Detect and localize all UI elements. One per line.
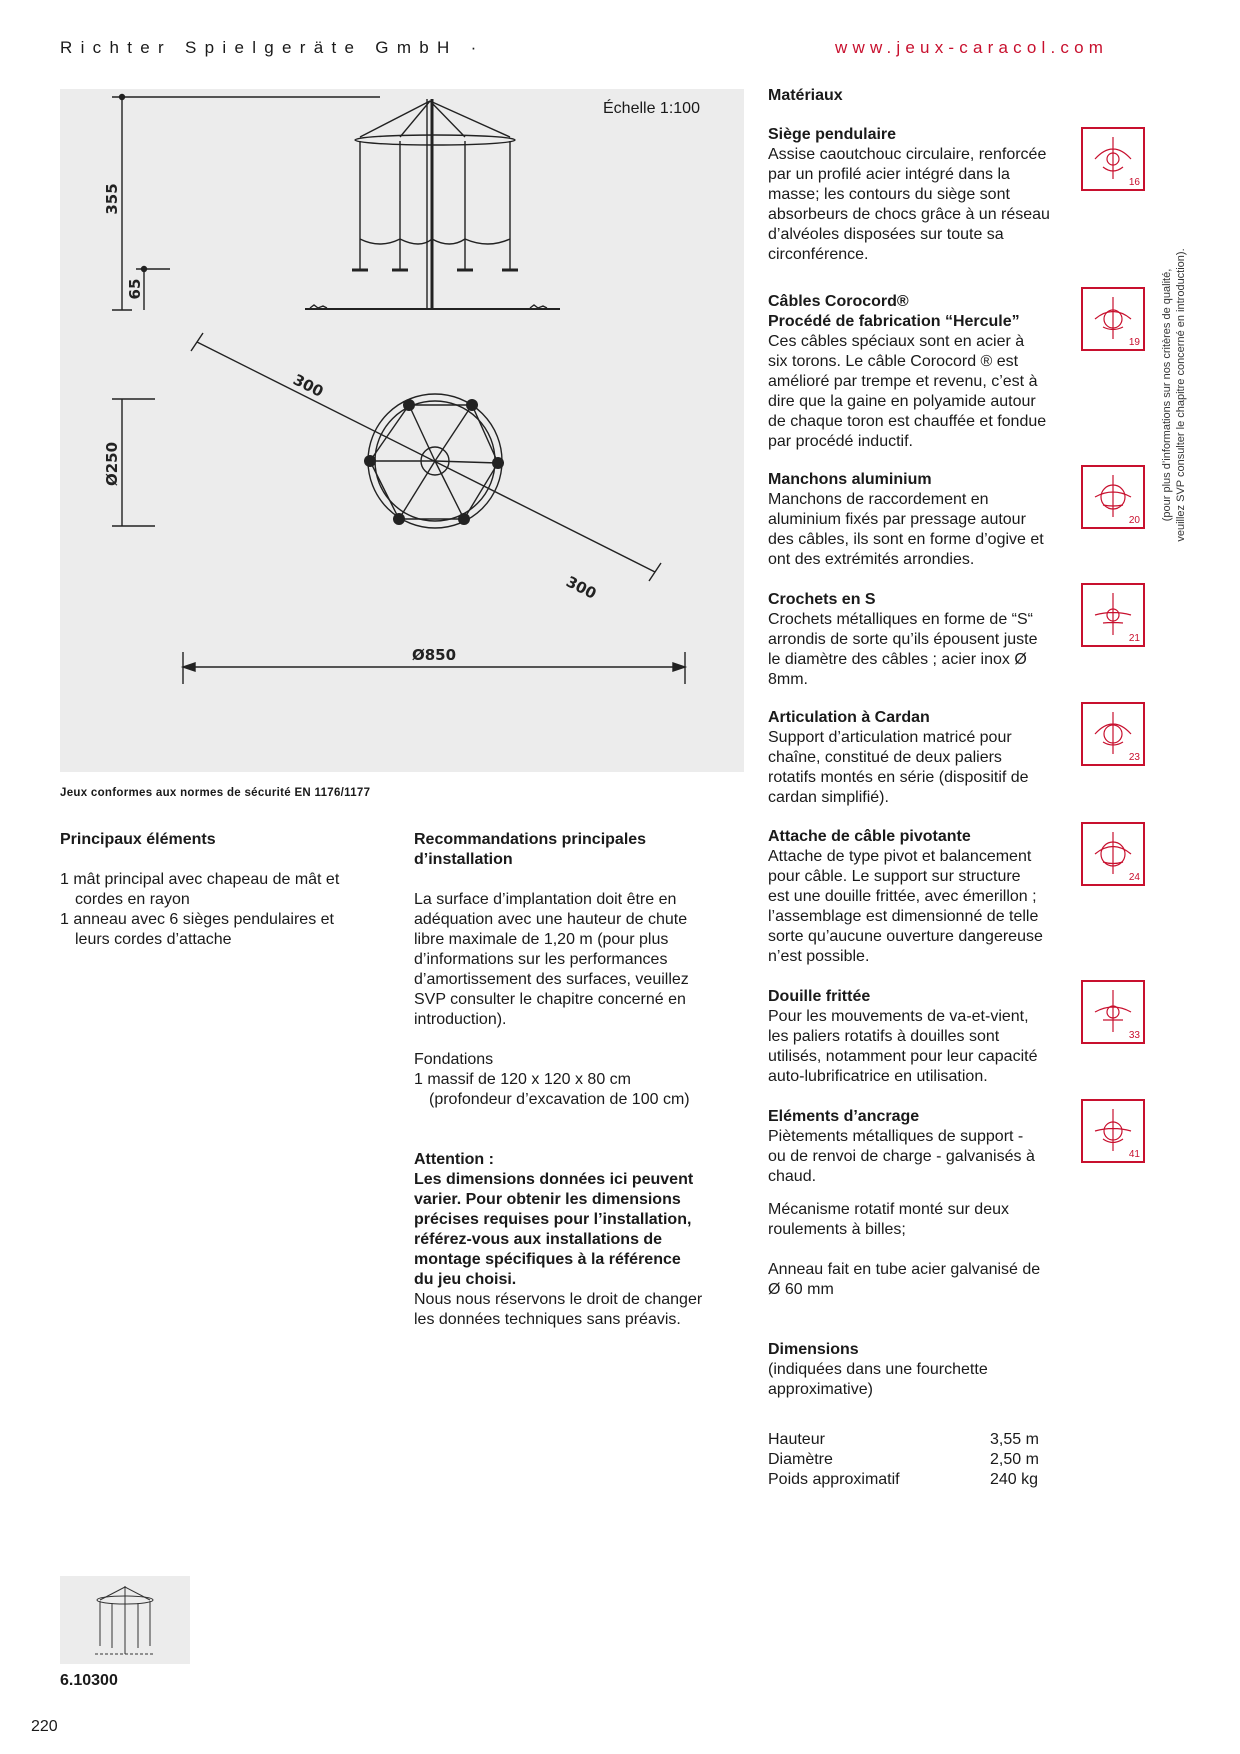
principal-elements-list bbox=[60, 870, 380, 950]
text-line: Fondations bbox=[414, 1051, 494, 1068]
row-value: 2,50 m bbox=[990, 1451, 1039, 1468]
text-line: d’informations sur les performances bbox=[414, 951, 668, 968]
product-reference: 6.10300 bbox=[60, 1672, 118, 1689]
material-thumbnail bbox=[1081, 583, 1145, 647]
foundations-paragraph bbox=[414, 1050, 734, 1110]
material-text-line: Piètements métalliques de support - bbox=[768, 1128, 1024, 1145]
text-line: introduction). bbox=[414, 1011, 507, 1028]
material-number: 23 bbox=[1128, 752, 1140, 763]
material-item bbox=[768, 292, 1083, 452]
material-text-line: arrondis de sorte qu’ils épousent juste bbox=[768, 631, 1038, 648]
material-text-line: amélioré par trempe et revenu, c’est à bbox=[768, 373, 1038, 390]
table-row bbox=[768, 1430, 1039, 1450]
material-item bbox=[768, 470, 1083, 570]
material-text-line: ou de renvoi de charge - galvanisés à bbox=[768, 1148, 1035, 1165]
material-text-line: sorte qu’aucune ouverture dangereuse bbox=[768, 928, 1043, 945]
dim-diameter-850: Ø850 bbox=[411, 646, 457, 664]
material-text-line: Pour les mouvements de va-et-vient, bbox=[768, 1008, 1029, 1025]
material-thumbnail bbox=[1081, 465, 1145, 529]
text-line: libre maximale de 1,20 m (pour plus bbox=[414, 931, 669, 948]
text-line: roulements à billes; bbox=[768, 1221, 906, 1238]
material-number: 16 bbox=[1128, 177, 1140, 188]
scale-label: Échelle 1:100 bbox=[603, 100, 700, 117]
material-text-line: cardan simplifié). bbox=[768, 789, 889, 806]
material-number: 33 bbox=[1128, 1030, 1140, 1041]
material-text-line: ont des extrémités arrondies. bbox=[768, 551, 975, 568]
row-label: Diamètre bbox=[768, 1451, 833, 1468]
text-line: Les dimensions données ici peuvent bbox=[414, 1171, 694, 1188]
material-text-line: des câbles, ils sont en forme d’ogive et bbox=[768, 531, 1044, 548]
text-line: SVP consulter le chapitre concerné en bbox=[414, 991, 686, 1008]
text-line: montage spécifiques à la référence bbox=[414, 1251, 681, 1268]
rotation-mechanism-note bbox=[768, 1200, 1088, 1240]
text-line: précises requises pour l’installation, bbox=[414, 1211, 692, 1228]
page-number: 220 bbox=[31, 1718, 58, 1735]
material-text-line: Manchons de raccordement en bbox=[768, 491, 989, 508]
text-line: (profondeur d’excavation de 100 cm) bbox=[429, 1091, 690, 1108]
norm-note: Jeux conformes aux normes de sécurité EN 1176/1177 bbox=[60, 787, 371, 799]
side-note bbox=[1160, 225, 1188, 565]
material-item bbox=[768, 827, 1083, 967]
text-line: approximative) bbox=[768, 1381, 873, 1398]
surface-paragraph bbox=[414, 890, 734, 1030]
material-number: 24 bbox=[1128, 872, 1140, 883]
text-line: veuillez SVP consulter le chapitre concerné en introduction). bbox=[1175, 248, 1187, 542]
dimensions-table bbox=[768, 1430, 1039, 1490]
material-thumbnail bbox=[1081, 980, 1145, 1044]
material-thumbnail bbox=[1081, 127, 1145, 191]
material-text-line: par procédé inductif. bbox=[768, 433, 913, 450]
material-title: Articulation à Cardan bbox=[768, 709, 930, 726]
material-text-line: Support d’articulation matricé pour bbox=[768, 729, 1012, 746]
attention-notice bbox=[414, 1150, 734, 1290]
technical-drawing bbox=[60, 89, 744, 772]
material-text-line: absorbeurs de chocs grâce à un réseau bbox=[768, 206, 1050, 223]
principal-elements bbox=[60, 830, 380, 950]
website-url[interactable]: www.jeux-caracol.com bbox=[835, 38, 1109, 57]
material-item bbox=[768, 987, 1083, 1087]
material-text-line: Ces câbles spéciaux sont en acier à bbox=[768, 333, 1025, 350]
company-name: Richter Spielgeräte GmbH · bbox=[60, 38, 485, 57]
text-line: Attention : bbox=[414, 1151, 494, 1168]
recommendations-title: Recommandations principales bbox=[414, 831, 647, 848]
material-number: 41 bbox=[1128, 1149, 1140, 1160]
material-text-line: le diamètre des câbles ; acier inox Ø bbox=[768, 651, 1027, 668]
material-title: Câbles Corocord® bbox=[768, 293, 909, 310]
material-text-line: de chaque toron est chauffée et fondue bbox=[768, 413, 1047, 430]
material-title: Siège pendulaire bbox=[768, 126, 897, 143]
material-text-line: chaîne, constitué de deux paliers bbox=[768, 749, 1002, 766]
table-row bbox=[768, 1450, 1039, 1470]
dim-300-a: 300 bbox=[290, 370, 327, 401]
list-item: leurs cordes d’attache bbox=[75, 931, 232, 948]
material-thumbnail bbox=[1081, 287, 1145, 351]
material-item bbox=[768, 708, 1083, 808]
text-line: (indiquées dans une fourchette bbox=[768, 1361, 988, 1378]
material-text-line: par un profilé acier intégré dans la bbox=[768, 166, 1010, 183]
material-item bbox=[768, 1107, 1083, 1187]
table-row bbox=[768, 1470, 1039, 1490]
material-number: 19 bbox=[1128, 337, 1140, 348]
text-line: varier. Pour obtenir les dimensions bbox=[414, 1191, 681, 1208]
material-text-line: n’est possible. bbox=[768, 948, 870, 965]
installation-recommendations bbox=[414, 830, 734, 1330]
material-text-line: pour câble. Le support sur structure bbox=[768, 868, 1021, 885]
text-line: 1 massif de 120 x 120 x 80 cm bbox=[414, 1071, 631, 1088]
product-thumbnail bbox=[60, 1576, 190, 1664]
text-line: Anneau fait en tube acier galvanisé de bbox=[768, 1261, 1041, 1278]
dim-diameter-250: Ø250 bbox=[103, 441, 121, 487]
material-text-line: rotatifs montés en série (dispositif de bbox=[768, 769, 1029, 786]
material-text-line: auto-lubrificatrice en utilisation. bbox=[768, 1068, 988, 1085]
material-text-line: six torons. Le câble Corocord ® est bbox=[768, 353, 1019, 370]
material-title: Eléments d’ancrage bbox=[768, 1108, 920, 1125]
material-text-line: Crochets métalliques en forme de “S“ bbox=[768, 611, 1033, 628]
material-title: Attache de câble pivotante bbox=[768, 828, 971, 845]
dim-65: 65 bbox=[126, 278, 144, 300]
row-label: Poids approximatif bbox=[768, 1471, 900, 1488]
material-number: 21 bbox=[1128, 633, 1140, 644]
text-line: les données techniques sans préavis. bbox=[414, 1311, 681, 1328]
material-text-line: est une douille frittée, avec émerillon ; bbox=[768, 888, 1037, 905]
row-label: Hauteur bbox=[768, 1431, 825, 1448]
text-line: La surface d’implantation doit être en bbox=[414, 891, 677, 908]
material-text-line: aluminium fixés par pressage autour bbox=[768, 511, 1026, 528]
material-title: Douille frittée bbox=[768, 988, 871, 1005]
material-text-line: chaud. bbox=[768, 1168, 817, 1185]
material-text-line: Assise caoutchouc circulaire, renforcée bbox=[768, 146, 1047, 163]
list-item: cordes en rayon bbox=[75, 891, 190, 908]
material-title: Crochets en S bbox=[768, 591, 876, 608]
list-item: 1 anneau avec 6 sièges pendulaires et bbox=[60, 911, 334, 928]
material-thumbnail bbox=[1081, 822, 1145, 886]
disclaimer bbox=[414, 1290, 734, 1330]
recommendations-title-2: d’installation bbox=[414, 851, 513, 868]
text-line: Mécanisme rotatif monté sur deux bbox=[768, 1201, 1009, 1218]
material-text-line: circonférence. bbox=[768, 246, 869, 263]
material-text-line: dire que la gaine en polyamide autour bbox=[768, 393, 1036, 410]
ring-tube-note bbox=[768, 1260, 1088, 1300]
text-line: du jeu choisi. bbox=[414, 1271, 517, 1288]
material-thumbnail bbox=[1081, 1099, 1145, 1163]
product-thumbnail-svg bbox=[60, 1576, 190, 1664]
dimensions-section bbox=[768, 1340, 1088, 1400]
list-item: 1 mât principal avec chapeau de mât et bbox=[60, 871, 340, 888]
material-text-line: masse; les contours du siège sont bbox=[768, 186, 1010, 203]
text-line: (pour plus d’informations sur nos critères de qualité, bbox=[1161, 268, 1173, 522]
text-line: Ø 60 mm bbox=[768, 1281, 834, 1298]
material-text-line: d’alvéoles disposées sur toute sa bbox=[768, 226, 1004, 243]
dim-355: 355 bbox=[103, 183, 121, 215]
material-text-line: l’assemblage est dimensionné de telle bbox=[768, 908, 1039, 925]
material-item bbox=[768, 125, 1083, 265]
drawing-svg bbox=[60, 89, 744, 772]
material-text-line: utilisés, notamment pour leur capacité bbox=[768, 1048, 1038, 1065]
text-line: référez-vous aux installations de bbox=[414, 1231, 663, 1248]
materials-title: Matériaux bbox=[768, 87, 843, 104]
row-value: 240 kg bbox=[990, 1471, 1039, 1488]
principal-elements-title: Principaux éléments bbox=[60, 831, 216, 848]
text-line: d’amortissement des surfaces, veuillez bbox=[414, 971, 689, 988]
material-title: Procédé de fabrication “Hercule” bbox=[768, 313, 1020, 330]
material-text-line: les paliers rotatifs à douilles sont bbox=[768, 1028, 1000, 1045]
material-title: Manchons aluminium bbox=[768, 471, 932, 488]
text-line: Nous nous réservons le droit de changer bbox=[414, 1291, 703, 1308]
dim-300-b: 300 bbox=[563, 572, 600, 603]
dimensions-title: Dimensions bbox=[768, 1341, 859, 1358]
material-text-line: Attache de type pivot et balancement bbox=[768, 848, 1032, 865]
row-value: 3,55 m bbox=[990, 1431, 1039, 1448]
text-line: adéquation avec une hauteur de chute bbox=[414, 911, 688, 928]
material-text-line: 8mm. bbox=[768, 671, 808, 688]
material-item bbox=[768, 590, 1083, 690]
material-thumbnail bbox=[1081, 702, 1145, 766]
material-number: 20 bbox=[1128, 515, 1140, 526]
